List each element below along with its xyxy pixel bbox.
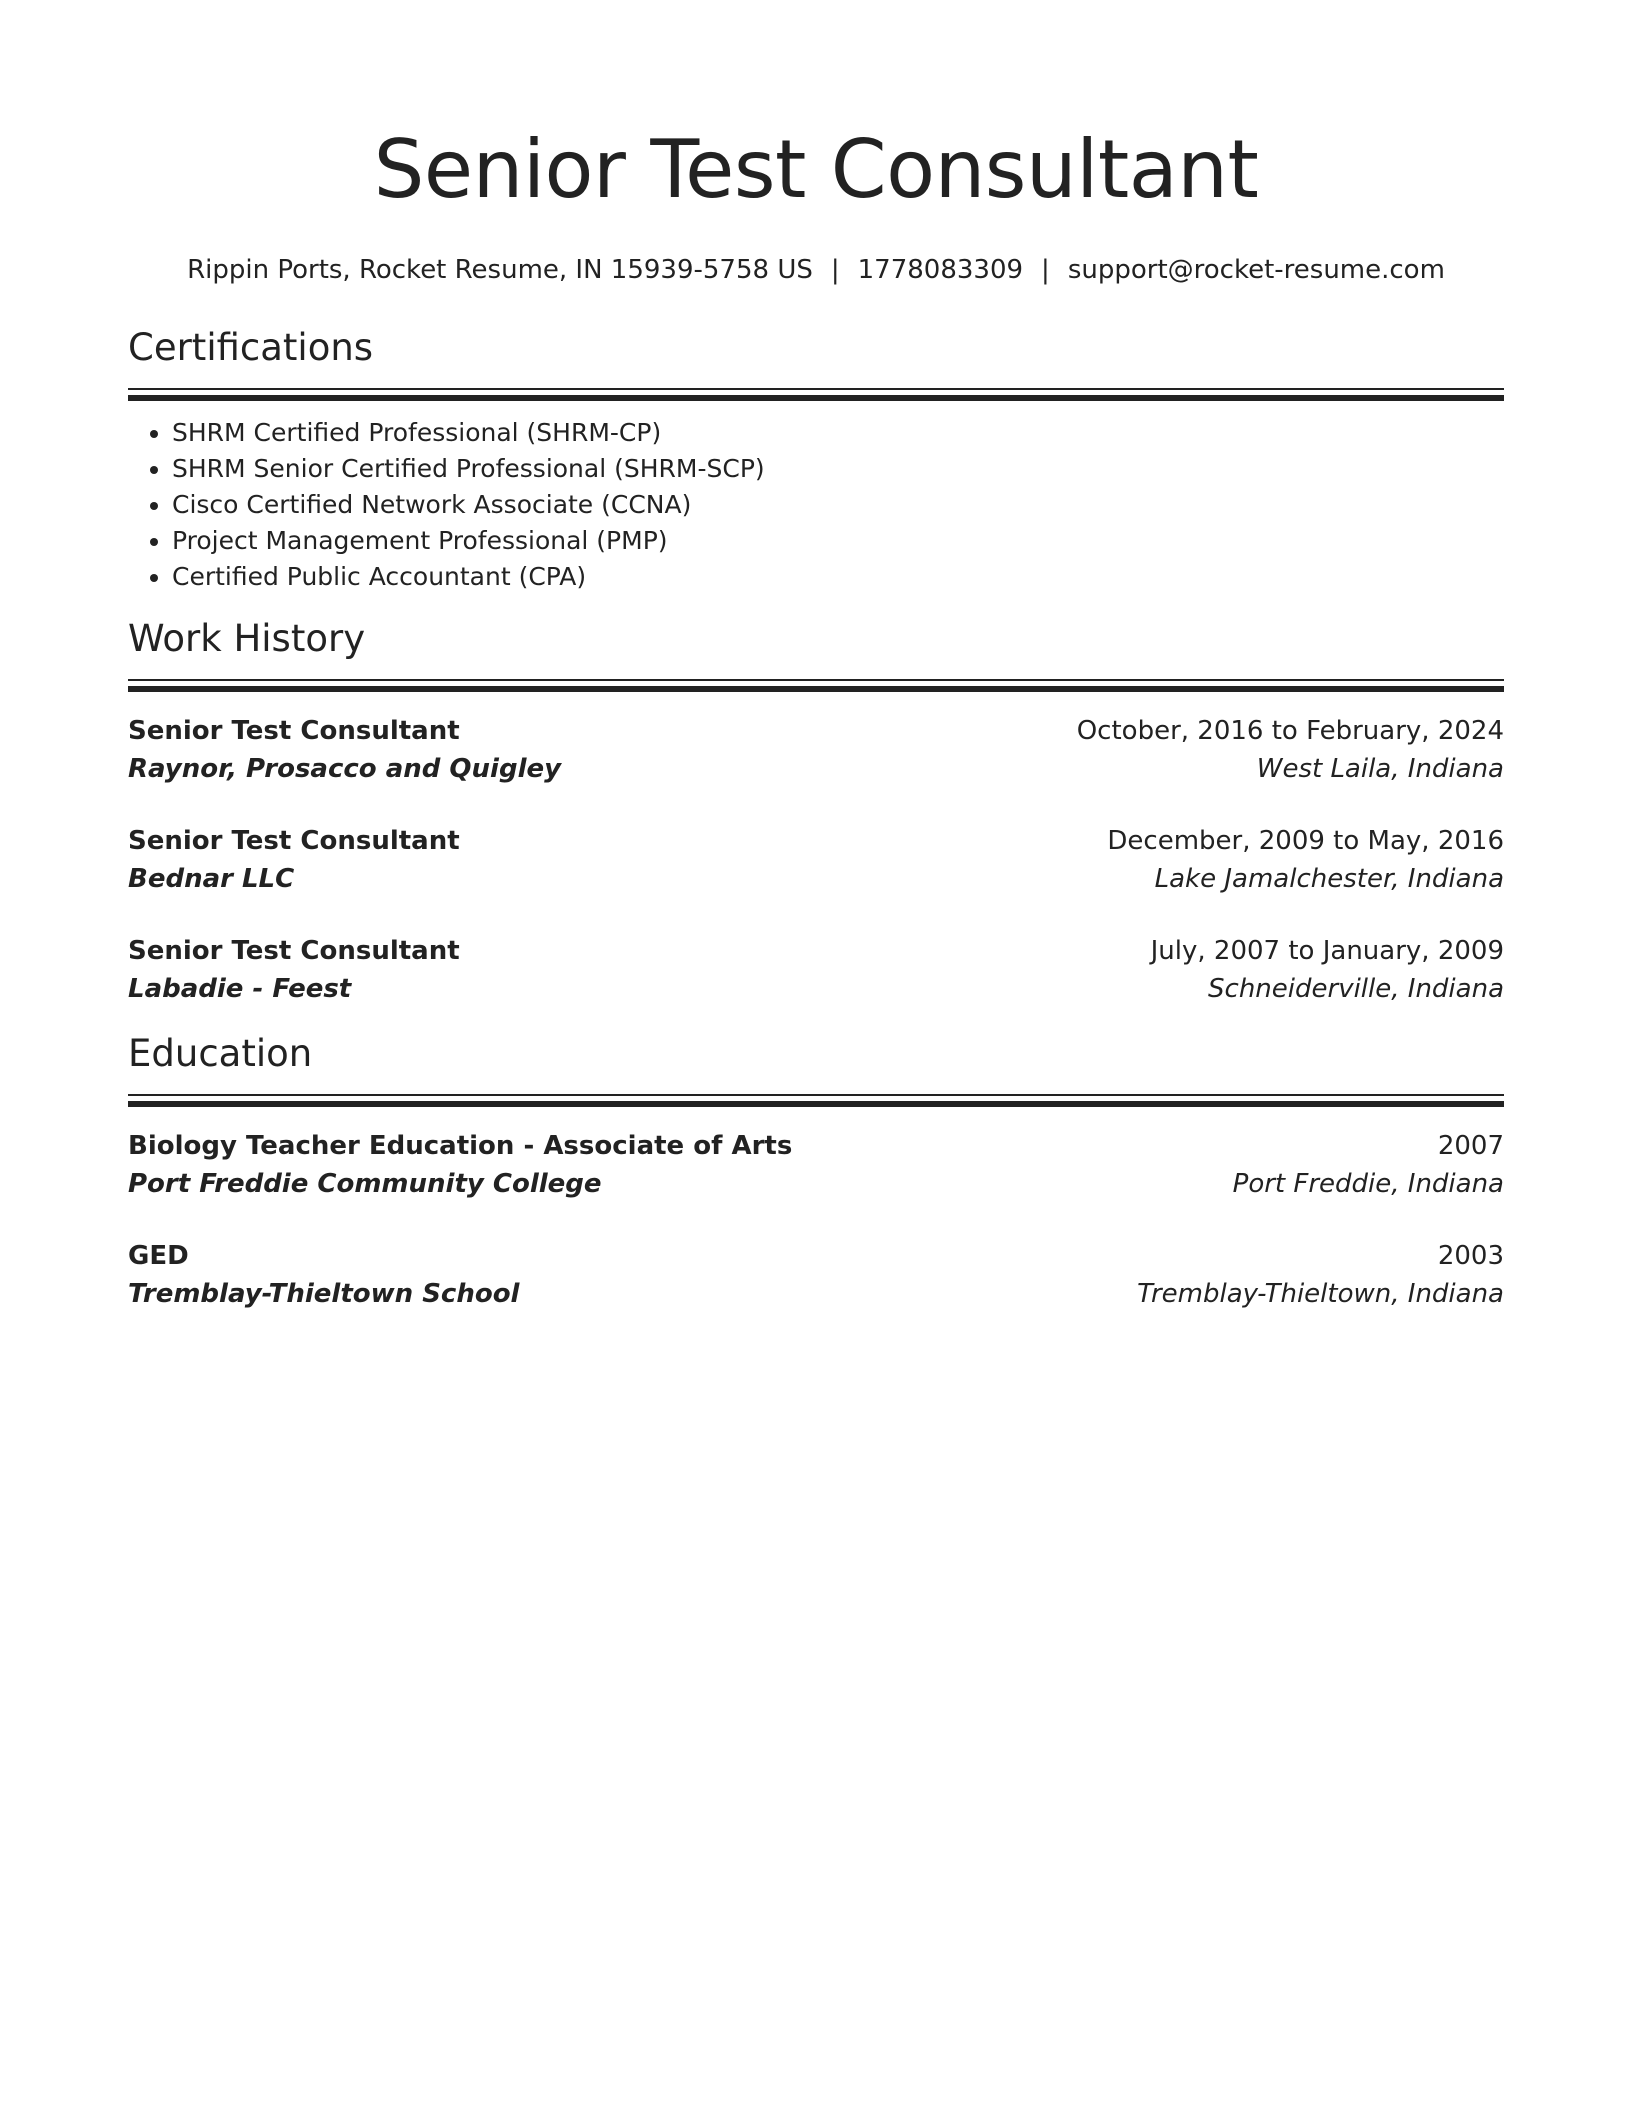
section-divider-thick — [128, 1101, 1504, 1107]
section-title-work-history: Work History — [128, 617, 366, 660]
job-dates: December, 2009 to May, 2016 — [1107, 826, 1504, 856]
section-divider-thick — [128, 395, 1504, 401]
certifications-section — [128, 324, 1504, 595]
education-location: Tremblay-Thieltown, Indiana — [1137, 1279, 1504, 1309]
education-location: Port Freddie, Indiana — [1232, 1169, 1504, 1199]
work-entry — [128, 932, 1504, 1008]
section-title-education: Education — [128, 1032, 313, 1075]
job-company: Bednar LLC — [128, 864, 295, 894]
job-location: Lake Jamalchester, Indiana — [1154, 864, 1504, 894]
job-company: Raynor, Prosacco and Quigley — [128, 754, 562, 784]
education-degree: Biology Teacher Education - Associate of Arts — [128, 1131, 793, 1161]
job-company: Labadie - Feest — [128, 974, 352, 1004]
work-history-section — [128, 615, 1504, 1008]
job-position: Senior Test Consultant — [128, 716, 460, 746]
contact-address: Rippin Ports, Rocket Resume, IN 15939-5758 US — [187, 255, 813, 285]
education-degree: GED — [128, 1241, 189, 1271]
job-location: West Laila, Indiana — [1256, 754, 1504, 784]
list-item: • Certified Public Accountant (CPA) — [172, 559, 1504, 595]
education-year: 2003 — [1437, 1241, 1504, 1271]
list-item: • SHRM Senior Certified Professional (SHRM-SCP) — [172, 451, 1504, 487]
certifications-list — [128, 415, 1504, 595]
section-divider-thin — [128, 1094, 1504, 1096]
education-year: 2007 — [1437, 1131, 1504, 1161]
contact-phone: 1778083309 — [857, 255, 1024, 285]
education-entry — [128, 1127, 1504, 1203]
work-entry — [128, 712, 1504, 788]
job-location: Schneiderville, Indiana — [1208, 974, 1504, 1004]
section-divider-thin — [128, 679, 1504, 681]
list-item: • Cisco Certified Network Associate (CCNA) — [172, 487, 1504, 523]
education-school: Tremblay-Thieltown School — [128, 1279, 520, 1309]
contact-separator: | — [1041, 255, 1050, 285]
section-divider-thick — [128, 686, 1504, 692]
section-title-certifications: Certifications — [128, 326, 374, 369]
section-divider-thin — [128, 388, 1504, 390]
job-position: Senior Test Consultant — [128, 826, 460, 856]
education-school: Port Freddie Community College — [128, 1169, 602, 1199]
contact-email: support@rocket-resume.com — [1067, 255, 1445, 285]
contact-separator: | — [830, 255, 840, 285]
work-entry — [128, 822, 1504, 898]
page-title: Senior Test Consultant — [373, 123, 1259, 216]
job-dates: July, 2007 to January, 2009 — [1150, 936, 1504, 966]
job-position: Senior Test Consultant — [128, 936, 460, 966]
education-entry — [128, 1237, 1504, 1313]
contact-line — [128, 252, 1504, 288]
list-item: • SHRM Certified Professional (SHRM-CP) — [172, 415, 1504, 451]
education-section — [128, 1030, 1504, 1313]
job-dates: October, 2016 to February, 2024 — [1076, 716, 1504, 746]
list-item: • Project Management Professional (PMP) — [172, 523, 1504, 559]
